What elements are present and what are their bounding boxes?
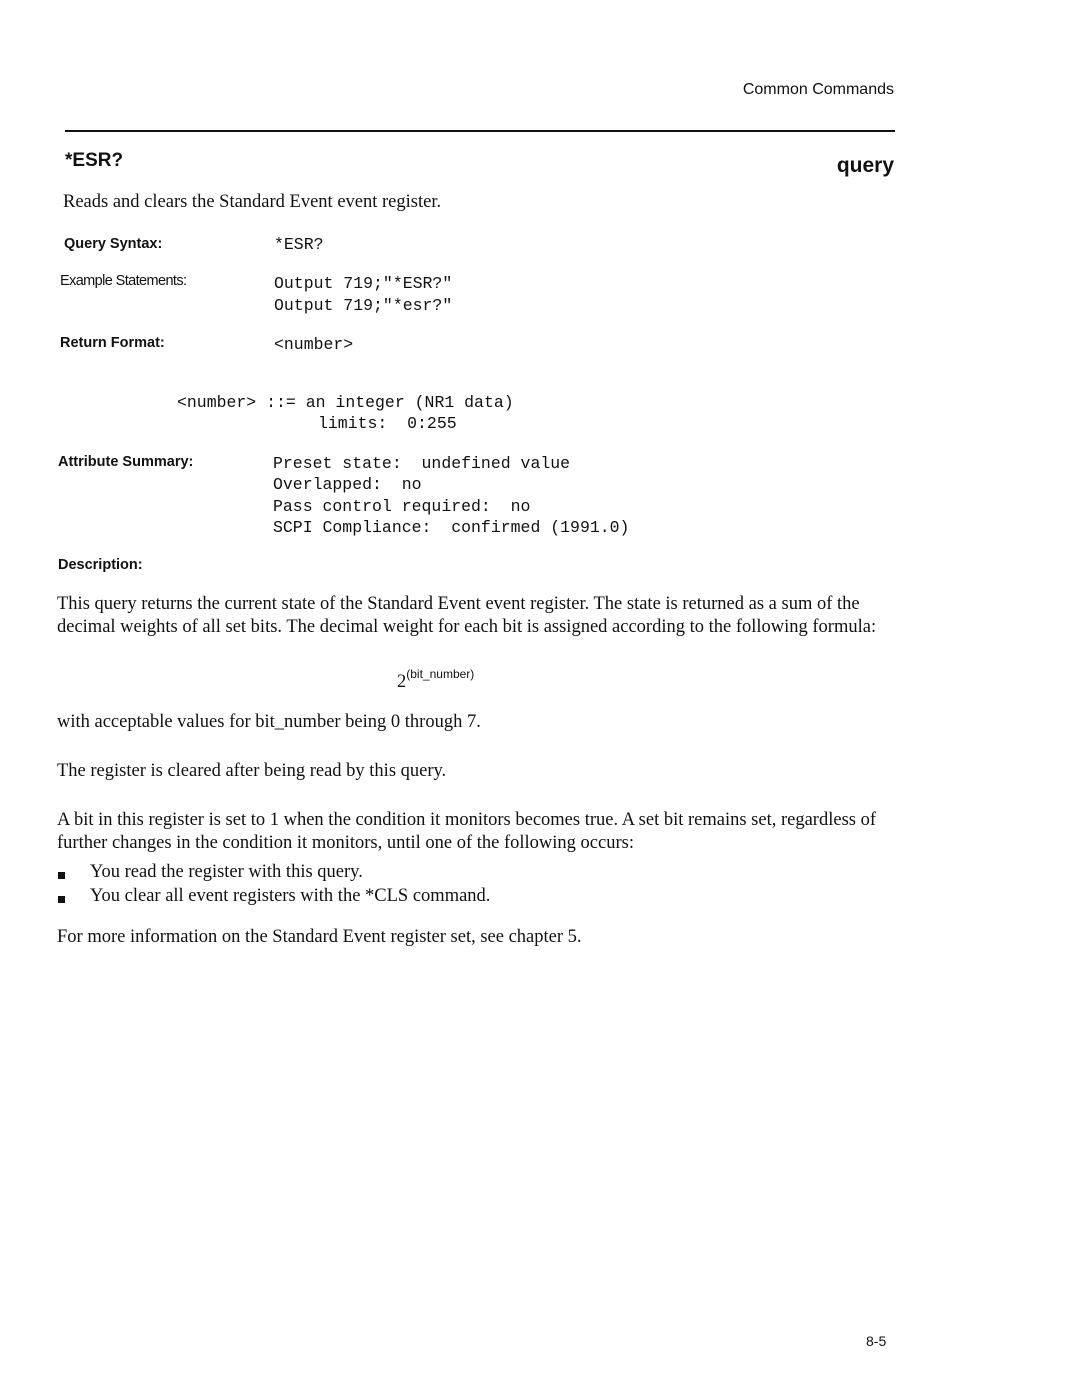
return-format-value: <number> xyxy=(274,335,354,354)
bullet-item-1: You read the register with this query. xyxy=(90,862,363,882)
command-summary: Reads and clears the Standard Event event register. xyxy=(63,192,442,212)
attribute-pass-control: Pass control required: no xyxy=(273,497,531,516)
return-format-label: Return Format: xyxy=(60,335,165,351)
example-statement-2: Output 719;"*esr?" xyxy=(274,296,453,315)
attribute-preset-state: Preset state: undefined value xyxy=(273,454,571,473)
attribute-overlapped: Overlapped: no xyxy=(273,475,422,494)
bullet-icon xyxy=(58,872,65,879)
page-number: 8-5 xyxy=(866,1333,887,1349)
description-paragraph-3: The register is cleared after being read by this query. xyxy=(57,761,447,781)
description-paragraph-5: For more information on the Standard Event register set, see chapter 5. xyxy=(57,927,582,947)
attribute-scpi-compliance: SCPI Compliance: confirmed (1991.0) xyxy=(273,518,630,537)
running-header: Common Commands xyxy=(742,81,894,98)
formula xyxy=(397,667,475,693)
bullet-icon xyxy=(58,896,65,903)
command-type: query xyxy=(836,154,894,177)
formula-exponent: (bit_number) xyxy=(406,667,475,681)
command-title: *ESR? xyxy=(65,150,124,171)
example-statements-label: Example Statements: xyxy=(60,273,187,289)
example-statement-1: Output 719;"*ESR?" xyxy=(274,274,453,293)
description-label: Description: xyxy=(58,557,143,573)
query-syntax-value: *ESR? xyxy=(274,235,324,254)
description-paragraph-2: with acceptable values for bit_number being 0 through 7. xyxy=(57,712,481,732)
header-rule xyxy=(65,130,895,132)
description-paragraph-1: This query returns the current state of the Standard Event event register. The state is returned as a sum of the decimal weights of all set bits. The decimal weight for each bit is assigned according to the following formula: xyxy=(57,594,877,637)
query-syntax-label: Query Syntax: xyxy=(64,236,163,252)
bullet-item-2: You clear all event registers with the *CLS command. xyxy=(90,886,491,906)
formula-base: 2 xyxy=(397,672,407,692)
return-format-definition: <number> ::= an integer (NR1 data) xyxy=(177,393,514,412)
attribute-summary-label: Attribute Summary: xyxy=(58,454,194,470)
return-format-limits: limits: 0:255 xyxy=(318,414,457,433)
description-paragraph-4: A bit in this register is set to 1 when the condition it monitors becomes true. A set bit remains set, regardless of further changes in the condition it monitors, until one of the following occurs: xyxy=(57,810,877,853)
